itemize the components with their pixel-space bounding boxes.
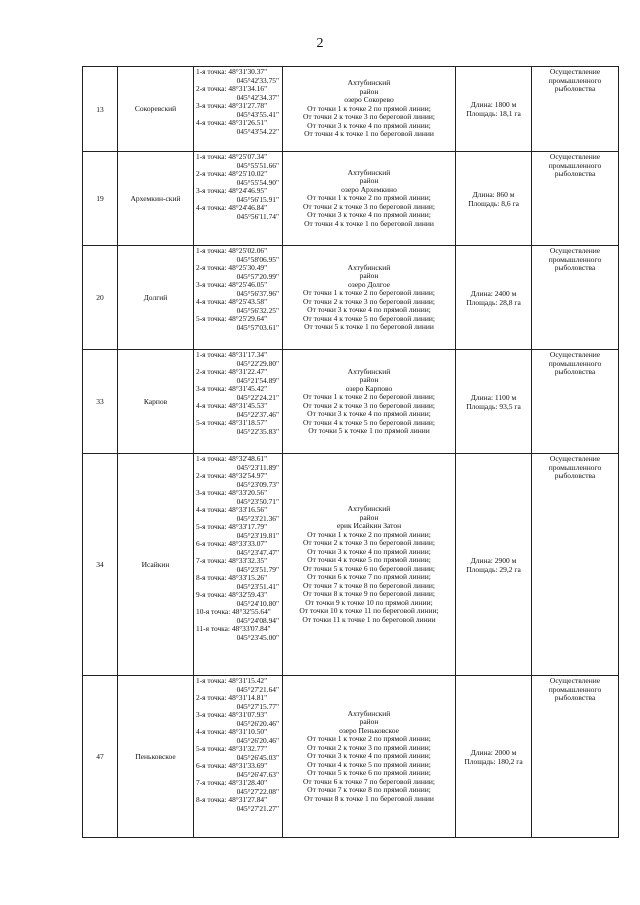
location-line: От точки 8 к точке 9 по береговой линии; (303, 589, 435, 598)
length-value: Длина: 2000 м (470, 747, 517, 757)
point-latitude: 5-я точка: 48°33'17.79" (196, 523, 268, 531)
usage-type: Осуществление промышленного рыболовства (532, 350, 619, 454)
usage-type: Осуществление промышленного рыболовства (532, 67, 619, 152)
point-longitude: 045°26'20.46" (236, 719, 279, 728)
fishing-sites-table (82, 66, 619, 838)
coordinates-cell (194, 676, 283, 838)
location-line: район (359, 375, 379, 384)
location-line: От точки 11 к точке 1 по береговой линии (302, 614, 436, 624)
point-latitude: 4-я точка: 48°33'16.56" (196, 506, 268, 514)
location-line: От точки 4 к точке 1 по береговой линии (304, 218, 434, 228)
location-line: озеро Сокорево (344, 95, 394, 105)
point-longitude: 045°23'19.81" (236, 531, 279, 540)
site-name: Исайкин (118, 454, 194, 676)
point-longitude: 045°23'09.73" (236, 480, 279, 489)
point-latitude: 1-я точка: 48°31'17.34" (196, 351, 268, 359)
point-longitude: 045°23'51.79" (236, 565, 279, 574)
usage-type: Осуществление промышленного рыболовства (532, 246, 619, 350)
point-latitude: 8-я точка: 48°33'15.26" (196, 574, 268, 582)
site-name: Долгий (118, 246, 194, 350)
coordinates-cell (194, 152, 283, 246)
point-longitude: 045°56'11.74" (236, 212, 279, 221)
point-longitude: 045°56'37.96" (236, 289, 279, 298)
location-line: От точки 4 к точке 5 по прямой линии; (307, 759, 431, 769)
point-longitude: 045°57'03.61" (236, 323, 279, 332)
area-value: Площадь: 180,2 га (464, 756, 523, 766)
location-line: От точки 2 к точке 3 по береговой линии; (303, 400, 435, 410)
point-latitude: 3-я точка: 48°25'46.05" (196, 281, 268, 289)
row-number: 20 (83, 246, 118, 350)
measurements-cell (456, 152, 532, 246)
measurements-cell (456, 454, 532, 676)
location-description (283, 676, 456, 838)
location-line: Ахтубинский (347, 504, 391, 513)
table-row (83, 454, 619, 676)
point-longitude: 045°27'22.08" (236, 787, 279, 796)
point-latitude: 2-я точка: 48°25'30.49" (196, 264, 268, 272)
point-longitude: 045°55'54.90" (236, 178, 279, 187)
location-line: От точки 4 к точке 1 по береговой линии (304, 129, 434, 139)
point-latitude: 1-я точка: 48°31'15.42" (196, 677, 268, 685)
point-longitude: 045°22'35.83" (236, 427, 279, 436)
location-description (283, 246, 456, 350)
location-line: От точки 9 к точке 10 по прямой линии; (305, 597, 433, 607)
location-line: От точки 3 к точке 4 по прямой линии; (307, 751, 431, 761)
location-line: От точки 7 к точке 8 по прямой линии; (307, 785, 431, 795)
point-latitude: 4-я точка: 48°25'43.58" (196, 298, 268, 306)
measurements-cell (456, 67, 532, 152)
location-line: От точки 4 к точке 5 по береговой линии; (303, 313, 435, 323)
row-number: 47 (83, 676, 118, 838)
location-line: От точки 3 к точке 4 по прямой линии; (307, 305, 431, 314)
point-latitude: 4-я точка: 48°31'26.51" (196, 119, 268, 127)
area-value: Площадь: 28,8 га (466, 297, 521, 307)
coordinates-cell (194, 454, 283, 676)
location-line: От точки 3 к точке 4 по прямой линии; (307, 409, 431, 418)
location-line: озеро Карпово (345, 383, 393, 393)
point-longitude: 045°21'54.89" (236, 376, 279, 385)
location-line: От точки 2 к точке 3 по береговой линии; (303, 538, 435, 547)
site-name: Сокоревский (118, 67, 194, 152)
length-value: Длина: 2900 м (470, 555, 517, 565)
location-line: От точки 5 к точке 1 по прямой линии (308, 426, 430, 435)
area-value: Площадь: 29,2 га (466, 564, 521, 574)
point-latitude: 2-я точка: 48°25'10.02" (196, 170, 268, 178)
location-description (283, 67, 456, 152)
location-line: От точки 1 к точке 2 по прямой линии; (307, 193, 431, 203)
table-row (83, 152, 619, 246)
length-value: Длина: 1100 м (470, 392, 517, 402)
point-longitude: 045°42'33.75" (236, 76, 279, 85)
location-line: От точки 7 к точке 8 по береговой линии; (303, 580, 435, 590)
location-line: озеро Долгое (348, 279, 390, 289)
length-value: Длина: 1800 м (470, 100, 517, 109)
point-latitude: 1-я точка: 48°25'07.34" (196, 153, 268, 161)
measurements-cell (456, 246, 532, 350)
point-longitude: 045°22'29.80" (236, 359, 279, 368)
location-line: район (359, 512, 379, 522)
table-row (83, 246, 619, 350)
point-longitude: 045°27'15.77" (236, 702, 279, 711)
location-line: От точки 3 к точке 4 по прямой линии; (307, 120, 431, 130)
area-value: Площадь: 8,6 га (468, 198, 519, 208)
point-longitude: 045°23'45.00" (236, 633, 279, 642)
location-line: Ахтубинский (347, 167, 391, 177)
point-longitude: 045°23'21.36" (236, 514, 279, 523)
location-description (283, 152, 456, 246)
point-latitude: 3-я точка: 48°31'45.42" (196, 385, 268, 393)
point-longitude: 045°27'21.64" (236, 685, 279, 694)
site-name: Пеньковское (118, 676, 194, 838)
point-latitude: 11-я точка: 48°33'07.84" (196, 625, 271, 633)
location-line: район (359, 86, 379, 96)
table-row (83, 676, 619, 838)
point-latitude: 3-я точка: 48°31'27.78" (196, 102, 268, 110)
point-longitude: 045°23'47.47" (236, 548, 279, 557)
point-longitude: 045°43'54.22" (236, 127, 279, 136)
point-longitude: 045°55'51.66" (236, 161, 279, 170)
table-row (83, 67, 619, 152)
point-longitude: 045°24'10.80" (236, 599, 279, 608)
point-longitude: 045°57'20.99" (236, 272, 279, 281)
location-line: От точки 1 к точке 2 по береговой линии; (303, 288, 435, 297)
point-latitude: 4-я точка: 48°31'10.50" (196, 728, 268, 736)
row-number: 33 (83, 350, 118, 454)
location-line: От точки 5 к точке 6 по прямой линии; (307, 768, 431, 778)
page-number: 2 (316, 36, 324, 51)
location-line: район (359, 717, 379, 727)
location-line: От точки 3 к точке 4 по прямой линии; (307, 210, 431, 220)
location-line: От точки 6 к точке 7 по прямой линии; (307, 572, 431, 581)
point-latitude: 6-я точка: 48°31'33.69" (196, 762, 268, 770)
point-latitude: 2-я точка: 48°32'54.97" (196, 472, 268, 480)
point-longitude: 045°26'47.63" (236, 770, 279, 779)
location-line: Ахтубинский (347, 78, 391, 88)
point-latitude: 1-я точка: 48°32'48.61" (196, 455, 268, 463)
point-latitude: 2-я точка: 48°31'34.16" (196, 85, 268, 93)
point-longitude: 045°26'20.46" (236, 736, 279, 745)
site-name: Архемкин-ский (118, 152, 194, 246)
table-row (83, 350, 619, 454)
location-line: От точки 4 к точке 5 по прямой линии; (307, 555, 431, 564)
point-latitude: 3-я точка: 48°31'07.93" (196, 711, 268, 719)
point-longitude: 045°27'21.27" (236, 804, 279, 813)
point-latitude: 7-я точка: 48°31'28.40" (196, 779, 268, 787)
point-latitude: 5-я точка: 48°31'32.77" (196, 745, 268, 753)
point-longitude: 045°43'55.41" (236, 110, 279, 119)
location-line: От точки 1 к точке 2 по прямой линии; (307, 103, 431, 113)
point-latitude: 8-я точка: 48°31'27.84" (196, 796, 268, 804)
point-longitude: 045°56'32.25" (236, 306, 279, 315)
location-line: Ахтубинский (347, 708, 391, 718)
measurements-cell (456, 350, 532, 454)
point-longitude: 045°24'08.94" (236, 616, 279, 625)
location-line: район (359, 176, 379, 186)
point-longitude: 045°23'11.89" (236, 463, 279, 472)
location-line: От точки 6 к точке 7 по береговой линии; (303, 776, 435, 786)
point-latitude: 4-я точка: 48°31'45.53" (196, 402, 268, 410)
point-latitude: 9-я точка: 48°32'59.43" (196, 591, 268, 599)
point-longitude: 045°23'50.71" (236, 497, 279, 506)
coordinates-cell (194, 246, 283, 350)
point-latitude: 5-я точка: 48°25'29.64" (196, 315, 268, 323)
location-line: озеро Архемкино (341, 184, 397, 194)
location-line: ерик Исайкин Затон (336, 521, 402, 530)
point-longitude: 045°58'06.95" (236, 255, 279, 264)
point-longitude: 045°56'15.91" (236, 195, 279, 204)
row-number: 19 (83, 152, 118, 246)
point-longitude: 045°26'45.03" (236, 753, 279, 762)
location-line: От точки 3 к точке 4 по прямой линии; (307, 546, 431, 556)
coordinates-cell (194, 350, 283, 454)
usage-type: Осуществление промышленного рыболовства (532, 152, 619, 246)
point-latitude: 3-я точка: 48°24'46.95" (196, 187, 268, 195)
location-line: От точки 2 к точке 3 по береговой линии; (303, 201, 435, 211)
coordinates-cell (194, 67, 283, 152)
point-latitude: 5-я точка: 48°31'18.57" (196, 419, 268, 427)
location-line: От точки 2 к точке 3 по прямой линии; (307, 742, 431, 752)
point-latitude: 4-я точка: 48°24'46.84" (196, 204, 268, 212)
usage-type: Осуществление промышленного рыболовства (532, 454, 619, 676)
point-latitude: 2-я точка: 48°31'14.81" (196, 694, 268, 702)
point-longitude: 045°22'37.46" (236, 410, 279, 419)
point-latitude: 6-я точка: 48°33'33.07" (196, 540, 268, 548)
location-line: От точки 2 к точке 3 по береговой линии; (303, 112, 435, 122)
location-line: От точки 5 к точке 1 по береговой линии (304, 322, 434, 331)
area-value: Площадь: 93,5 га (466, 401, 521, 411)
location-line: район (359, 271, 379, 280)
measurements-cell (456, 676, 532, 838)
point-longitude: 045°23'51.41" (236, 582, 279, 591)
length-value: Длина: 860 м (472, 189, 515, 199)
location-line: Ахтубинский (347, 366, 391, 376)
location-line: озеро Пеньковское (339, 725, 399, 735)
location-line: От точки 1 к точке 2 по береговой линии; (303, 392, 435, 401)
location-line: Ахтубинский (347, 262, 391, 272)
area-value: Площадь: 18,1 га (466, 109, 521, 118)
point-longitude: 045°42'34.37" (236, 93, 279, 102)
point-latitude: 2-я точка: 48°31'22.47" (196, 368, 268, 376)
location-line: От точки 5 к точке 6 по береговой линии; (303, 563, 435, 573)
point-latitude: 3-я точка: 48°33'20.56" (196, 489, 268, 497)
usage-type: Осуществление промышленного рыболовства (532, 676, 619, 838)
location-line: От точки 10 к точке 11 по береговой линии; (299, 606, 439, 615)
location-line: От точки 8 к точке 1 по береговой линии (304, 793, 434, 803)
location-description (283, 454, 456, 676)
location-line: От точки 1 к точке 2 по прямой линии; (307, 529, 431, 539)
location-line: От точки 1 к точке 2 по прямой линии; (307, 734, 431, 744)
location-line: От точки 2 к точке 3 по береговой линии; (303, 296, 435, 306)
row-number: 13 (83, 67, 118, 152)
point-latitude: 1-я точка: 48°25'02.06" (196, 247, 268, 255)
row-number: 34 (83, 454, 118, 676)
length-value: Длина: 2400 м (470, 288, 517, 298)
point-latitude: 10-я точка: 48°32'55.64" (196, 608, 271, 616)
point-latitude: 1-я точка: 48°31'30.37" (196, 68, 268, 76)
location-line: От точки 4 к точке 5 по береговой линии; (303, 417, 435, 427)
point-latitude: 7-я точка: 48°33'32.35" (196, 557, 268, 565)
site-name: Карпов (118, 350, 194, 454)
point-longitude: 045°22'24.21" (236, 393, 279, 402)
location-description (283, 350, 456, 454)
